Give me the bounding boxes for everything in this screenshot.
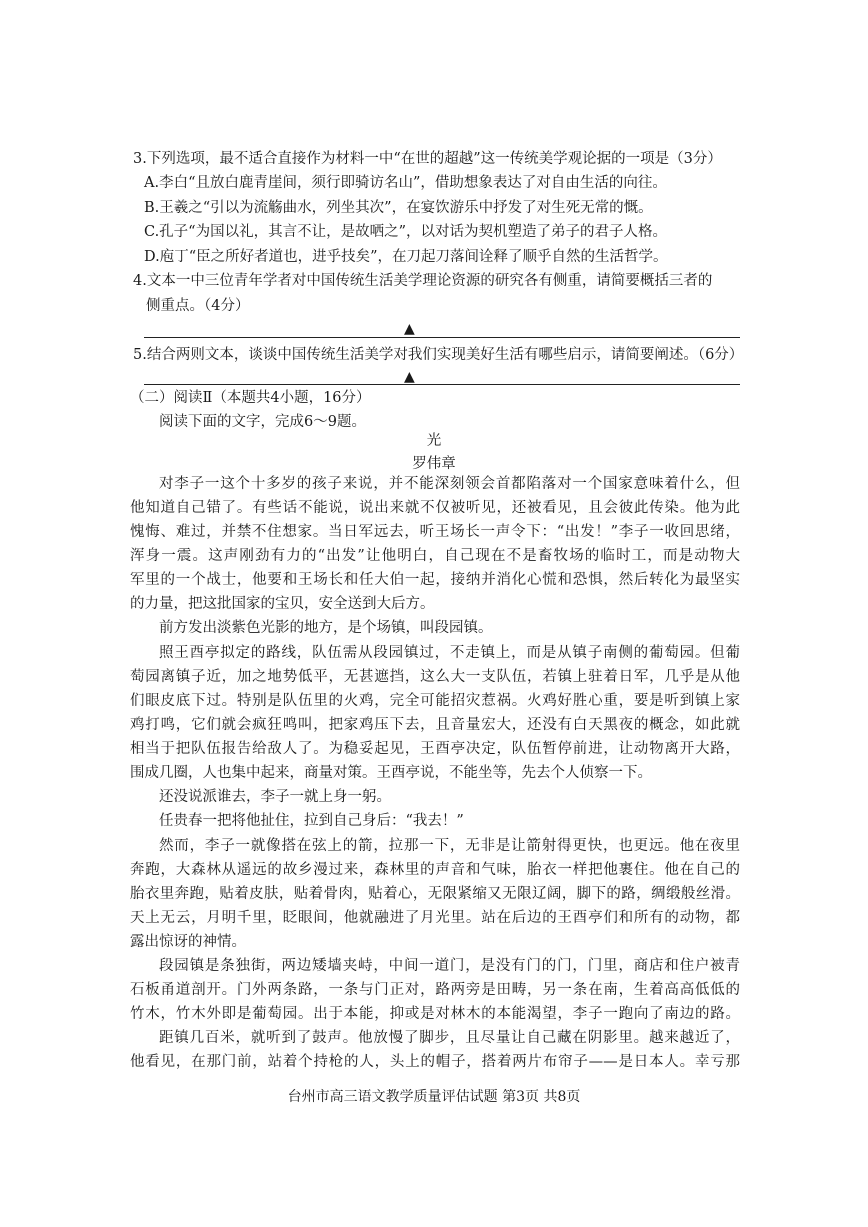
question-3-option-c: C.孔子“为国以礼，其言不让，是故哂之”，以对话为契机塑造了弟子的君子人格。 <box>144 224 668 240</box>
story-line: 相当于把队伍报告给敌人了。为稳妥起见，王酉亭决定，队伍暂停前进，让动物离开大路， <box>130 741 740 757</box>
story-line: 军里的一个战士，他要和王场长和任大伯一起，接纳并消化心慌和恐惧，然后转化为最坚实 <box>130 572 740 588</box>
page-footer: 台州市高三语文教学质量评估试题 第3页 共8页 <box>287 1089 581 1105</box>
story-line: 胎衣里奔跑，贴着皮肤，贴着骨肉，贴着心，无限紧缩又无限辽阔，脚下的路，绸缎般丝滑。 <box>130 886 740 902</box>
story-line: 他看见，在那门前，站着个持枪的人，头上的帽子，搭着两片布帘子——是日本人。幸亏那 <box>130 1054 740 1070</box>
story-line: 鸡打鸣，它们就会疯狂鸣叫，把家鸡压下去，且音量宏大，还没有白天黑夜的概念，如此就 <box>130 717 740 733</box>
question-4-line-2: 侧重点。（4分） <box>146 298 250 314</box>
answer-mark-q4: ▲ <box>404 321 415 337</box>
story-line: 围成几圈，人也集中起来，商量对策。王酉亭说，不能坐等，先去个人侦察一下。 <box>130 765 652 781</box>
answer-line-q5 <box>144 384 740 385</box>
story-title: 光 <box>426 433 442 449</box>
question-3-option-a: A.李白“且放白鹿青崖间，须行即骑访名山”，借助想象表达了对自由生活的向往。 <box>144 175 667 191</box>
question-5: 5.结合两则文本，谈谈中国传统生活美学对我们实现美好生活有哪些启示，请简要阐述。（6分） <box>133 347 744 363</box>
story-line: 浑身一震。这声刚劲有力的“出发”让他明白，自己现在不是畜牧场的临时工，而是动物大 <box>130 548 740 564</box>
story-author: 罗伟章 <box>412 456 456 472</box>
story-line: 露出惊讶的神情。 <box>130 934 246 950</box>
section-heading: （二）阅读Ⅱ（本题共4小题，16分） <box>130 390 371 406</box>
question-3-stem: 3.下列选项，最不适合直接作为材料一中“在世的超越”这一传统美学观论据的一项是（3分） <box>133 151 722 167</box>
answer-line-q4 <box>144 337 740 338</box>
story-line: 前方发出淡紫色光影的地方，是个场镇，叫段园镇。 <box>159 620 493 636</box>
story-line: 石板甬道剖开。门外两条路，一条与门正对，路两旁是田畴，另一条在南，生着高高低低的 <box>130 982 740 998</box>
question-3-option-b: B.王羲之“引以为流觞曲水，列坐其次”，在宴饮游乐中抒发了对生死无常的慨。 <box>144 200 653 216</box>
story-line: 竹木，竹木外即是葡萄园。出于本能，抑或是对林木的本能渴望，李子一跑向了南边的路。 <box>130 1006 740 1022</box>
question-4-line-1: 4.文本一中三位青年学者对中国传统生活美学理论资源的研究各有侧重，请简要概括三者的 <box>133 273 713 289</box>
story-line: 段园镇是条独街，两边矮墙夹峙，中间一道门，是没有门的门，门里，商店和住户被青 <box>159 958 740 974</box>
story-line: 照王酉亭拟定的路线，队伍需从段园镇过，不走镇上，而是从镇子南侧的葡萄园。但葡 <box>159 645 740 661</box>
story-line: 任贵春一把将他扯住，拉到自己身后：“我去！” <box>159 813 464 829</box>
section-instruction: 阅读下面的文字，完成6～9题。 <box>159 414 366 430</box>
question-3-option-d: D.庖丁“臣之所好者道也，进乎技矣”，在刀起刀落间诠释了顺乎自然的生活哲学。 <box>144 249 668 265</box>
story-line: 距镇几百米，就听到了鼓声。他放慢了脚步，且尽量让自己藏在阴影里。越来越近了， <box>159 1030 740 1046</box>
story-line: 天上无云，月明千里，眨眼间，他就融进了月光里。站在后边的王酉亭们和所有的动物，都 <box>130 910 740 926</box>
story-line: 他知道自己错了。有些话不能说，说出来就不仅被听见，还被看见，且会彼此传染。他为此 <box>130 500 740 516</box>
story-line: 然而，李子一就像搭在弦上的箭，拉那一下，无非是让箭射得更快，也更远。他在夜里 <box>159 838 740 854</box>
story-line: 奔跑，大森林从遥远的故乡漫过来，森林里的声音和气味，胎衣一样把他裹住。他在自己的 <box>130 862 740 878</box>
story-line: 的力量，把这批国家的宝贝，安全送到大后方。 <box>130 596 435 612</box>
story-line: 对李子一这个十多岁的孩子来说，并不能深刻领会首都陷落对一个国家意味着什么，但 <box>159 476 740 492</box>
story-line: 萄园离镇子近，加之地势低平，无甚遮挡，这么大一支队伍，若镇上驻着日军，几乎是从他 <box>130 669 740 685</box>
story-line: 愧悔、难过，并禁不住想家。当日军远去，听王场长一声令下：“出发！”李子一收回思绪， <box>130 524 740 540</box>
story-line: 还没说派谁去，李子一就上身一躬。 <box>159 789 391 805</box>
story-line: 们眼皮底下过。特别是队伍里的火鸡，完全可能招灾惹祸。火鸡好胜心重，要是听到镇上家 <box>130 693 740 709</box>
answer-mark-q5: ▲ <box>404 369 415 385</box>
